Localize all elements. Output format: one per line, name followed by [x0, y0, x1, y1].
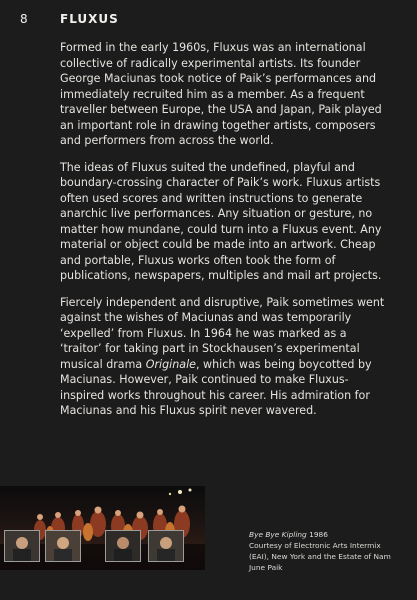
caption-artwork-title: Bye Bye Kipling: [249, 530, 307, 539]
paragraph-3-artwork-title: Originale: [145, 357, 196, 371]
caption-credit: Courtesy of Electronic Arts Intermix (EAI), New York and the Estate of Nam June Paik: [249, 541, 391, 572]
section-title: FLUXUS: [60, 12, 119, 26]
video-still-photo: [0, 486, 205, 570]
paragraph-2: The ideas of Fluxus suited the undefined, playful and boundary-crossing character of Paik’s work. Fluxus artists often used scores and written instructions to generate anarchic live performances. Any situation or gesture, no matter how mundane, could turn into a Fluxus event. Any material or object could be made into an artwork. Cheap and portable, Fluxus works often took the form of publications, newspapers, multiples and mail art projects.: [60, 160, 382, 282]
video-thumbnail-4: [148, 530, 184, 562]
video-thumbnail-2: [45, 530, 81, 562]
paragraph-1: Formed in the early 1960s, Fluxus was an international collective of radically experimental artists. Its founder George Maciunas took notice of Paik’s performances and immediately recruited him as a member. As a frequent traveller between Europe, the USA and Japan, Paik played an important role in drawing together artists, composers and performers from across the world.: [60, 41, 382, 147]
paragraph-3: [60, 295, 385, 419]
paragraph-3-text-a: Fiercely independent and disruptive, Paik sometimes went against the wishes of Maciunas and was temporarily ‘expelled’ from Fluxus. In 1964 he was marked as a ‘traitor’ for taking part in Stockhausen’s experimental musical drama: [60, 295, 385, 371]
image-caption: [249, 529, 399, 573]
caption-year: 1986: [306, 530, 328, 539]
body-text: [60, 40, 385, 430]
video-thumbnail-3: [105, 530, 141, 562]
video-thumbnail-1: [4, 530, 40, 562]
page-number: 8: [20, 12, 29, 26]
paragraph-3-text-b: , which was being boycotted by Maciunas. However, Paik continued to make Fluxus-inspired works throughout his career. His admiration for Maciunas and his Fluxus spirit never wavered.: [60, 357, 372, 417]
